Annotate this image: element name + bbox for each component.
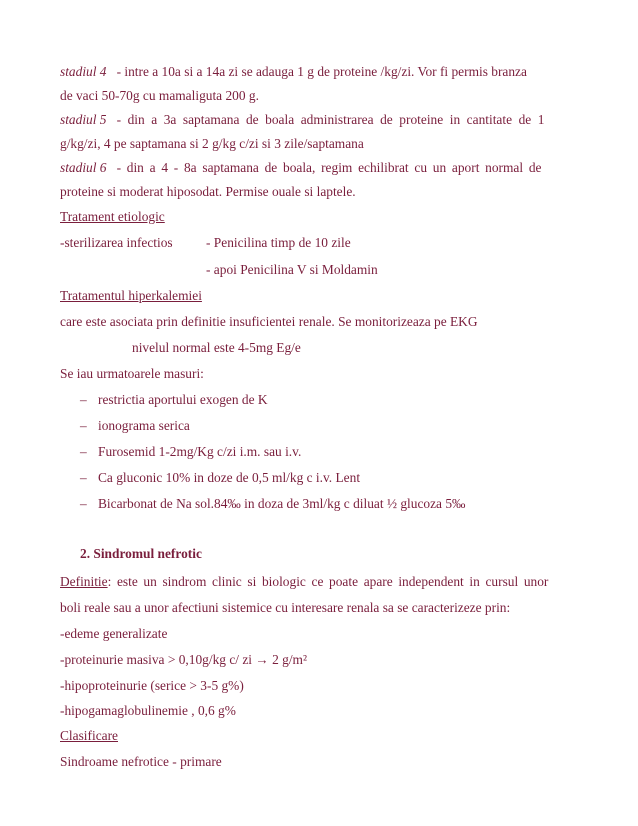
- criterion-item: -proteinurie masiva > 0,10g/kg c/ zi → 2 g/m²: [60, 652, 307, 667]
- hyperkalemia-line2: nivelul normal este 4-5mg Eg/e: [132, 340, 301, 355]
- stage5-text: - din a 3a saptamana de boala administrarea de proteine in cantitate de 1: [116, 112, 545, 127]
- bullet-dash: –: [80, 392, 87, 407]
- bullet-dash: –: [80, 470, 87, 485]
- measure-text: Furosemid 1-2mg/Kg c/zi i.m. sau i.v.: [98, 444, 302, 459]
- hyperkalemia-heading: Tratamentul hiperkalemiei: [60, 288, 202, 303]
- criterion-item: -hipoproteinurie (serice > 3-5 g%): [60, 678, 244, 693]
- measure-text: restrictia aportului exogen de K: [98, 392, 268, 407]
- measures-intro: Se iau urmatoarele masuri:: [60, 366, 204, 381]
- stage4-line2: de vaci 50-70g cu mamaliguta 200 g.: [60, 88, 259, 103]
- stage6-line1: [60, 160, 578, 176]
- etiologic-heading: Tratament etiologic: [60, 209, 165, 224]
- measure-text: Bicarbonat de Na sol.84‰ in doza de 3ml/kg c diluat ½ glucoza 5‰: [98, 496, 466, 511]
- stage5-line1: [60, 112, 578, 128]
- hyperkalemia-line1: care este asociata prin definitie insuficientei renale. Se monitorizeaza pe EKG: [60, 314, 478, 329]
- classification-line: Sindroame nefrotice - primare: [60, 754, 222, 769]
- classification-heading: Clasificare: [60, 728, 118, 743]
- stage6-label: stadiul 6: [60, 160, 107, 175]
- stage5-label: stadiul 5: [60, 112, 107, 127]
- criterion-item: -edeme generalizate: [60, 626, 168, 641]
- stage6-line2: proteine si moderat hiposodat. Permise ouale si laptele.: [60, 184, 356, 199]
- definition-line2: boli reale sau a unor afectiuni sistemice cu interesare renala sa se caracterizeze prin:: [60, 600, 511, 615]
- stage4-line1: [60, 64, 578, 80]
- section-heading-nephrotic: 2. Sindromul nefrotic: [80, 546, 202, 561]
- stage4-label: stadiul 4: [60, 64, 107, 79]
- criterion-item: -hipogamaglobulinemie , 0,6 g%: [60, 703, 236, 718]
- definition-text: : este un sindrom clinic si biologic ce poate apare independent in cursul unor: [107, 574, 549, 589]
- measure-text: ionograma serica: [98, 418, 190, 433]
- measure-text: Ca gluconic 10% in doze de 0,5 ml/kg c i.v. Lent: [98, 470, 361, 485]
- stage5-line2: g/kg/zi, 4 pe saptamana si 2 g/kg c/zi si 3 zile/saptamana: [60, 136, 364, 151]
- definition-line1: [60, 574, 578, 590]
- stage4-text: - intre a 10a si a 14a zi se adauga 1 g de proteine /kg/zi. Vor fi permis branza: [116, 64, 527, 79]
- bullet-dash: –: [80, 418, 87, 433]
- stage6-text: - din a 4 - 8a saptamana de boala, regim echilibrat cu un aport normal de: [116, 160, 542, 175]
- etiologic-right-1: - Penicilina timp de 10 zile: [206, 235, 351, 250]
- bullet-dash: –: [80, 496, 87, 511]
- etiologic-right-2: - apoi Penicilina V si Moldamin: [206, 262, 378, 277]
- etiologic-left: -sterilizarea infectios: [60, 235, 173, 250]
- bullet-dash: –: [80, 444, 87, 459]
- definition-label: Definitie: [60, 574, 108, 589]
